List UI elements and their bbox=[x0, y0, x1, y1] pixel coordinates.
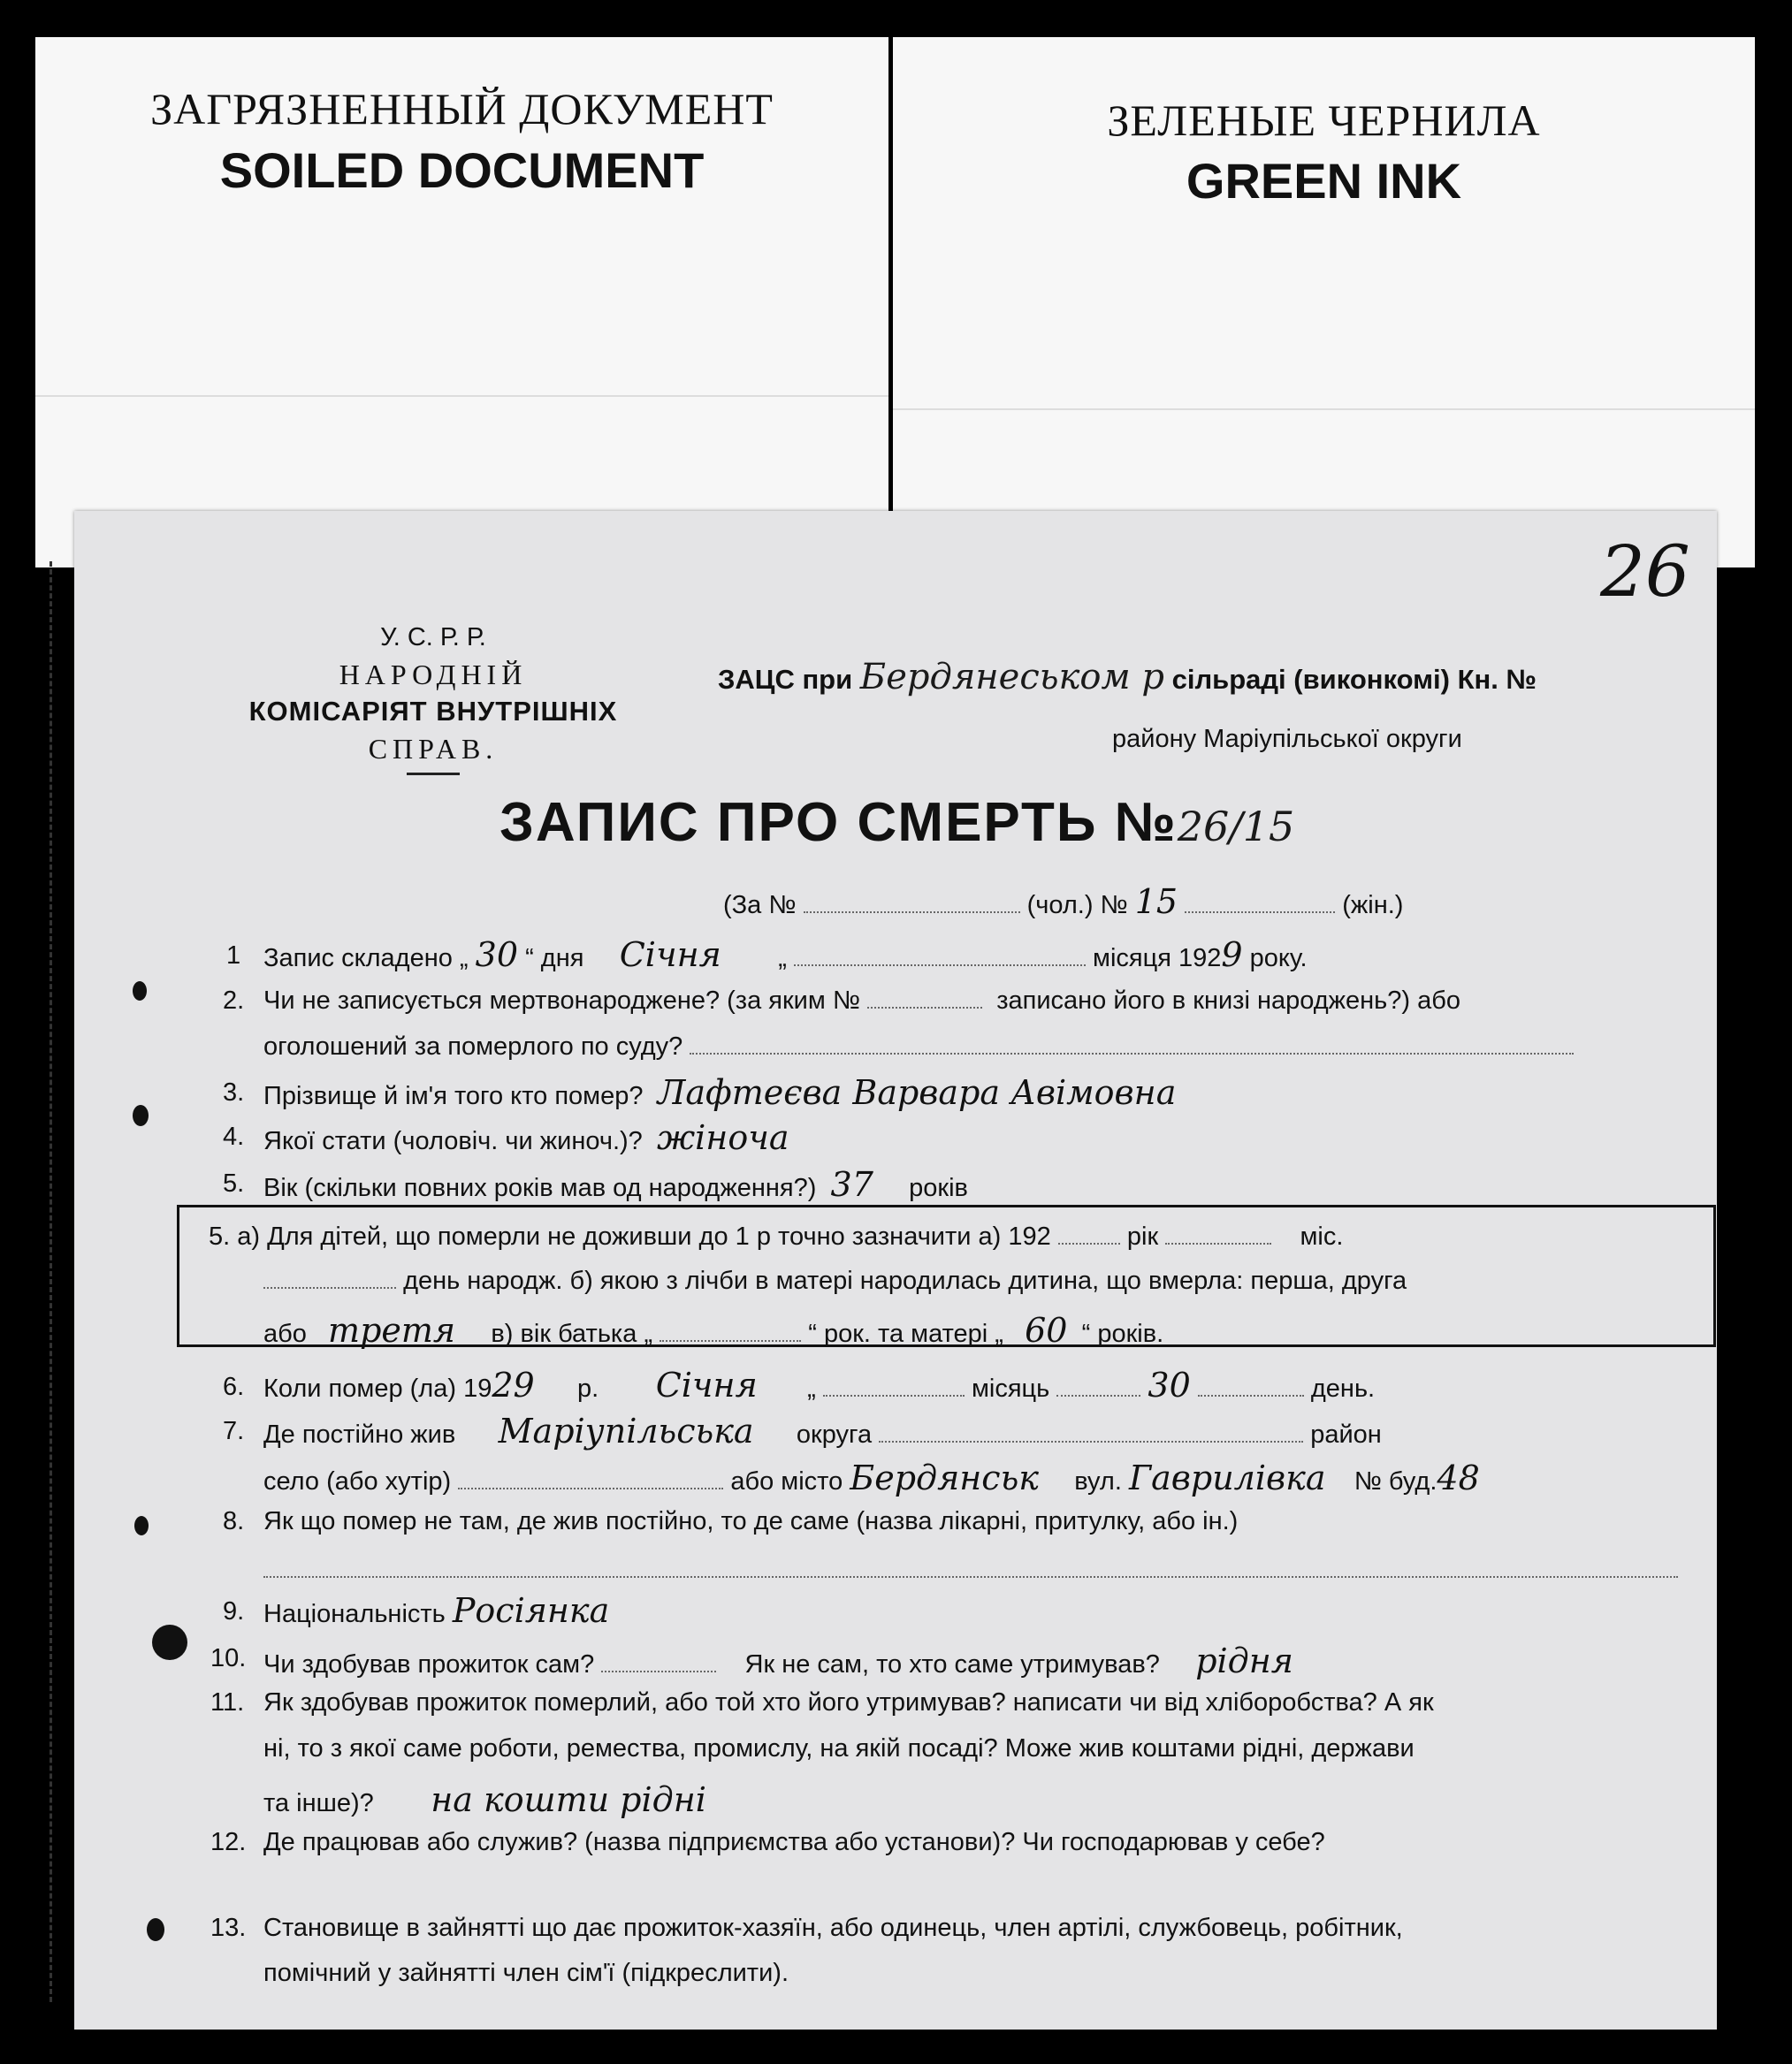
row-12 bbox=[263, 1828, 1325, 1857]
label: Чи здобував прожиток сам? bbox=[263, 1650, 595, 1679]
org-line1: У. С. Р. Р. bbox=[380, 623, 486, 651]
row-3 bbox=[263, 1073, 1176, 1112]
record-number: 26/15 bbox=[1177, 803, 1295, 850]
row-7 bbox=[263, 1412, 1382, 1451]
label: Вік (скільки повних років мав од народження?) bbox=[263, 1174, 817, 1202]
zags-prefix: ЗАЦС при bbox=[718, 664, 853, 695]
row-number: 12. bbox=[210, 1828, 247, 1856]
card-right-ru: ЗЕЛЕНЫЕ ЧЕРНИЛА bbox=[1107, 95, 1541, 145]
record-title bbox=[499, 791, 1294, 854]
label: № буд. bbox=[1354, 1467, 1437, 1496]
deceased-name: Лафтеєва Варвара Авімовна bbox=[657, 1073, 1177, 1112]
row-11b bbox=[263, 1734, 1415, 1763]
label: “ років. bbox=[1081, 1320, 1164, 1348]
label: рік bbox=[1126, 1222, 1159, 1251]
residence-street: Гаврилівка bbox=[1128, 1459, 1326, 1497]
issuing-authority bbox=[203, 619, 663, 775]
death-record-day: 30 bbox=[475, 935, 518, 974]
label: день. bbox=[1310, 1375, 1376, 1403]
label: місяць bbox=[971, 1375, 1050, 1403]
label: року. bbox=[1249, 944, 1308, 972]
row-2b bbox=[263, 1032, 1574, 1062]
label: міс. bbox=[1300, 1222, 1344, 1251]
row-2 bbox=[263, 986, 1460, 1016]
row-1 bbox=[263, 935, 1308, 974]
punch-hole bbox=[152, 1625, 187, 1660]
residence-okruha: Маріупільська bbox=[498, 1412, 754, 1451]
row-8-blank bbox=[263, 1556, 1678, 1585]
row-7b bbox=[263, 1459, 1480, 1497]
house-number: 48 bbox=[1437, 1459, 1480, 1497]
deceased-age: 37 bbox=[830, 1165, 873, 1204]
label: ні, то з якої саме роботи, ремества, промислу, на якій посаді? Може жив коштами рідні, держави bbox=[263, 1734, 1415, 1763]
card-left-ru: ЗАГРЯЗНЕННЫЙ ДОКУМЕНТ bbox=[150, 84, 774, 133]
perforation-line bbox=[50, 561, 52, 2002]
label: Прізвище й ім'я того кто помер? bbox=[263, 1082, 644, 1110]
count-prefix: (За № bbox=[723, 891, 797, 919]
punch-mark bbox=[133, 981, 147, 1001]
label: 5. а) Для дітей, що померли не доживши до 1 р точно зазначити а) 192 bbox=[209, 1222, 1051, 1251]
zags-suffix: сільраді (виконкомі) Кн. № bbox=[1171, 664, 1537, 695]
row-5a-line2 bbox=[263, 1267, 1407, 1296]
row-11c bbox=[263, 1780, 706, 1819]
residence-city: Бердянськ bbox=[850, 1459, 1039, 1497]
label: записано його в книзі народжень?) або bbox=[996, 986, 1461, 1015]
row-number: 7. bbox=[223, 1417, 245, 1445]
death-record-month: Січня bbox=[619, 935, 721, 974]
row-5a-line3 bbox=[263, 1311, 1163, 1350]
label: в) вік батька „ bbox=[491, 1320, 653, 1348]
row-5 bbox=[263, 1165, 968, 1204]
count-chol: (чол.) № bbox=[1026, 891, 1128, 919]
region-line: району Маріупільської округи bbox=[1112, 725, 1462, 753]
row-6 bbox=[263, 1366, 1375, 1405]
label: р. bbox=[577, 1375, 599, 1403]
child-order: третя bbox=[328, 1311, 456, 1350]
label: оголошений за померлого по суду? bbox=[263, 1032, 683, 1061]
green-ink-card bbox=[893, 37, 1755, 567]
label: Де працював або служив? (назва підприємства або установи)? Чи господарював у себе? bbox=[263, 1828, 1325, 1856]
row-number: 13. bbox=[210, 1914, 247, 1942]
deceased-sex: жіноча bbox=[656, 1118, 789, 1157]
label: „ bbox=[807, 1375, 816, 1403]
livelihood: на кошти рідні bbox=[431, 1780, 706, 1819]
row-13a bbox=[263, 1914, 1403, 1943]
row-10 bbox=[263, 1641, 1293, 1680]
org-line2: НАРОДНІЙ bbox=[339, 659, 528, 690]
row-number: 10. bbox=[210, 1644, 247, 1672]
row-13b bbox=[263, 1959, 789, 1988]
supported-by: рідня bbox=[1195, 1641, 1293, 1680]
mother-age: 60 bbox=[1025, 1311, 1068, 1350]
zags-handwritten: Бердянеськом р bbox=[859, 657, 1164, 697]
label: років bbox=[909, 1174, 968, 1202]
label: Як не сам, то хто саме утримував? bbox=[744, 1650, 1160, 1679]
death-day: 30 bbox=[1148, 1366, 1191, 1405]
org-rule bbox=[407, 773, 460, 775]
label: помічний у зайнятті член сім'ї (підкреслити). bbox=[263, 1959, 789, 1987]
label: “ дня bbox=[525, 944, 584, 972]
row-5a-line1 bbox=[209, 1222, 1343, 1252]
year-digit: 9 bbox=[1221, 935, 1243, 974]
label: Коли помер (ла) 19 bbox=[263, 1375, 492, 1403]
title-text: ЗАПИС ПРО СМЕРТЬ № bbox=[499, 792, 1178, 853]
org-line3: КОМІСАРІЯТ ВНУТРІШНІХ bbox=[248, 696, 618, 727]
fold-line bbox=[893, 408, 1755, 410]
label: або місто bbox=[730, 1467, 843, 1496]
row-number: 8. bbox=[223, 1507, 245, 1535]
card-right-en: GREEN INK bbox=[1186, 153, 1462, 209]
row-number: 1 bbox=[226, 941, 241, 970]
label: Як що помер не там, де жив постійно, то де саме (назва лікарні, притулку, або ін.) bbox=[263, 1507, 1239, 1535]
row-number: 9. bbox=[223, 1597, 245, 1626]
punch-mark bbox=[147, 1918, 164, 1941]
count-zhin: (жін.) bbox=[1342, 891, 1404, 919]
label: район bbox=[1310, 1420, 1382, 1449]
fold-line bbox=[35, 395, 888, 397]
row-number: 3. bbox=[223, 1078, 245, 1107]
label: округа bbox=[796, 1420, 873, 1449]
count-line bbox=[723, 882, 1403, 921]
label: Становище в зайнятті що дає прожиток-хазяїн, або одинець, член артілі, службовець, робітник, bbox=[263, 1914, 1403, 1942]
label: село (або хутір) bbox=[263, 1467, 452, 1496]
row-number: 5. bbox=[223, 1169, 245, 1198]
row-11a bbox=[263, 1688, 1434, 1717]
punch-mark bbox=[133, 1105, 149, 1126]
count-chol-value: 15 bbox=[1134, 882, 1178, 921]
label: Національність bbox=[263, 1600, 446, 1628]
label: Де постійно жив bbox=[263, 1420, 456, 1449]
card-left-en: SOILED DOCUMENT bbox=[219, 142, 705, 198]
label: або bbox=[263, 1320, 307, 1348]
row-4 bbox=[263, 1118, 789, 1157]
label: Запис складено „ bbox=[263, 944, 469, 972]
death-year: 29 bbox=[492, 1366, 535, 1405]
row-8 bbox=[263, 1507, 1238, 1536]
label: Якої стати (чоловіч. чи жиноч.)? bbox=[263, 1127, 643, 1155]
org-line4: СПРАВ. bbox=[368, 733, 499, 765]
row-9 bbox=[263, 1591, 609, 1630]
row-number: 6. bbox=[223, 1373, 245, 1401]
label: Чи не записується мертвонароджене? (за яким № bbox=[263, 986, 860, 1015]
label: „ bbox=[778, 944, 787, 972]
punch-mark bbox=[134, 1516, 149, 1535]
label: вул. bbox=[1074, 1467, 1122, 1496]
label: день народж. б) якою з лічби в матері народилась дитина, що вмерла: перша, друга bbox=[403, 1267, 1407, 1295]
label: “ рок. та матері „ bbox=[808, 1320, 1003, 1348]
row-number: 2. bbox=[223, 986, 245, 1015]
row-number: 11. bbox=[210, 1688, 245, 1717]
nationality: Росіянка bbox=[452, 1591, 610, 1630]
label: Як здобував прожиток померлий, або той хто його утримував? написати чи від хліборобства? А як bbox=[263, 1688, 1434, 1717]
page-number: 26 bbox=[1600, 530, 1690, 613]
label: місяця 192 bbox=[1093, 944, 1222, 972]
label: та інше)? bbox=[263, 1789, 374, 1817]
death-month: Січня bbox=[655, 1366, 758, 1405]
row-number: 4. bbox=[223, 1123, 245, 1151]
zags-header bbox=[718, 657, 1537, 697]
soiled-document-card bbox=[35, 37, 888, 567]
